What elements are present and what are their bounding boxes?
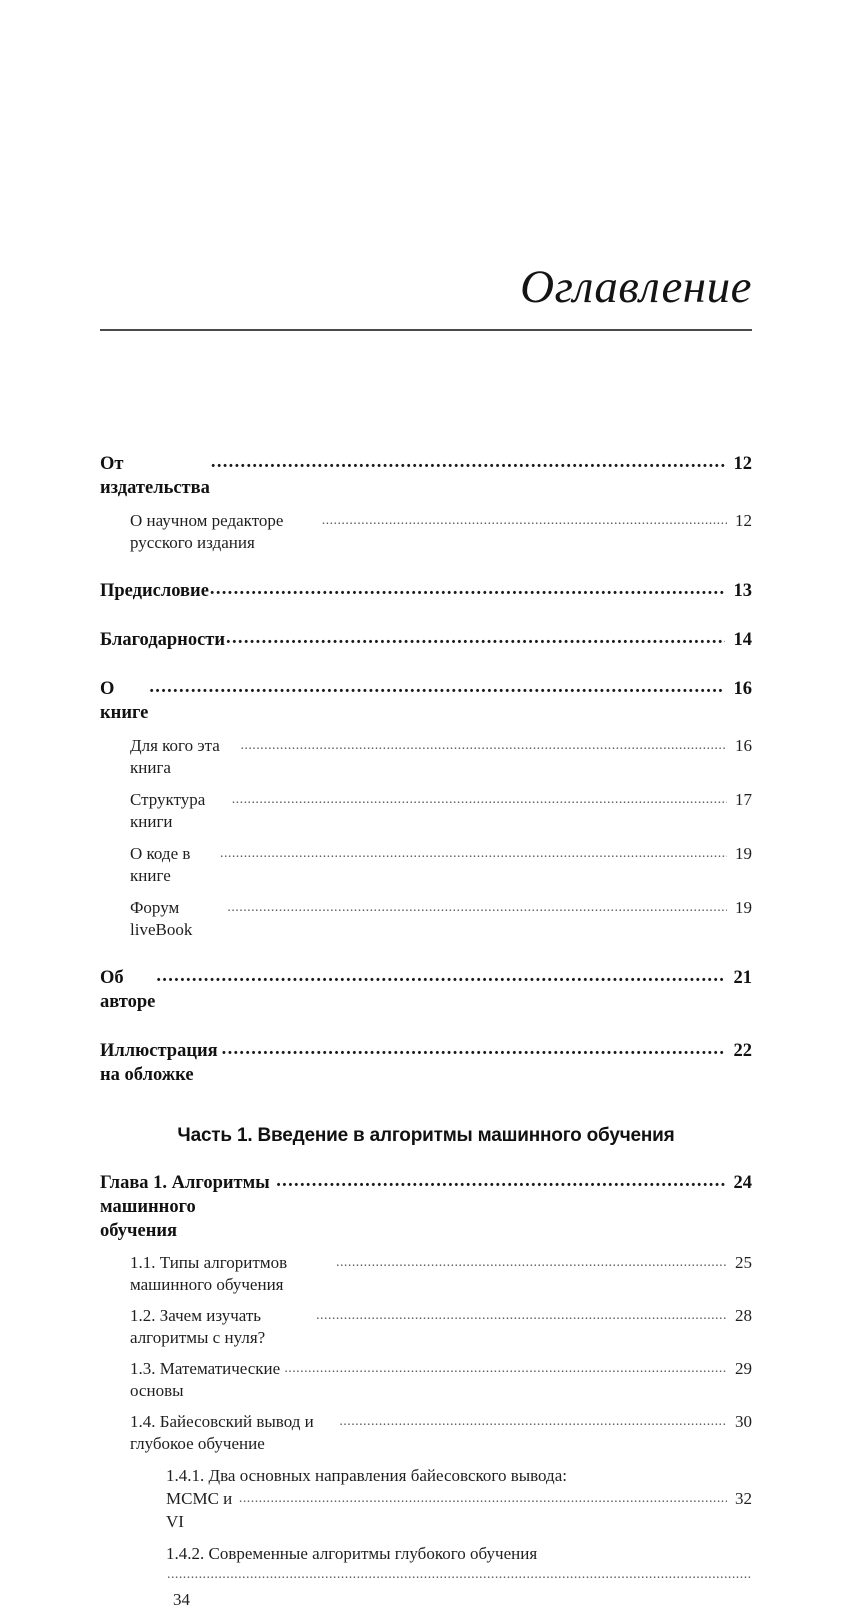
toc-entry-chapter-6[interactable] bbox=[166, 1542, 752, 1611]
toc-entry-page: 30 bbox=[735, 1412, 752, 1431]
toc-entry-page: 22 bbox=[733, 1041, 752, 1061]
dot-leader bbox=[210, 577, 725, 601]
toc-entry-label: 1.4.2. Современные алгоритмы глубокого обучения bbox=[166, 1544, 538, 1563]
toc-entry-label: 1.4. Байесовский вывод и глубокое обучение bbox=[130, 1412, 318, 1453]
dot-leader bbox=[226, 626, 725, 650]
toc-entry-front-4[interactable] bbox=[100, 677, 752, 725]
toc-entry-page: 25 bbox=[735, 1253, 752, 1272]
toc-entry-page: 12 bbox=[735, 511, 752, 530]
toc-entry-page: 32 bbox=[735, 1489, 752, 1508]
dot-leader bbox=[322, 510, 727, 532]
toc-entry-label-line1: 1.4.1. Два основных направления байесовского вывода: bbox=[166, 1466, 567, 1485]
page-title: Оглавление bbox=[520, 261, 752, 313]
toc-entry-chapter-4[interactable] bbox=[130, 1411, 752, 1455]
table-of-contents bbox=[100, 452, 752, 1611]
toc-entry-label: От издательства bbox=[100, 454, 210, 498]
dot-leader bbox=[227, 897, 727, 919]
toc-entry-label: Об авторе bbox=[100, 968, 156, 1012]
toc-entry-front-2[interactable] bbox=[100, 579, 752, 603]
toc-entry-front-6[interactable] bbox=[130, 789, 752, 833]
toc-entry-label: О коде в книге bbox=[130, 844, 195, 885]
toc-entry-label: 1.2. Зачем изучать алгоритмы с нуля? bbox=[130, 1306, 266, 1347]
dot-leader bbox=[316, 1305, 727, 1327]
toc-entry-page: 16 bbox=[733, 679, 752, 699]
toc-entry-label: О научном редакторе русского издания bbox=[130, 511, 288, 552]
toc-entry-label: Предисловие bbox=[100, 581, 209, 601]
toc-entry-label: Форум liveBook bbox=[130, 898, 193, 939]
toc-entry-front-9[interactable] bbox=[100, 966, 752, 1014]
title-block bbox=[100, 258, 752, 331]
toc-entry-label: Структура книги bbox=[130, 790, 210, 831]
dot-leader bbox=[222, 1037, 725, 1061]
toc-entry-page: 21 bbox=[733, 968, 752, 988]
toc-entry-chapter-2[interactable] bbox=[130, 1305, 752, 1349]
toc-entry-page: 16 bbox=[735, 736, 752, 755]
dot-leader bbox=[339, 1411, 727, 1433]
toc-entry-front-10[interactable] bbox=[100, 1039, 752, 1087]
toc-entry-second-row bbox=[166, 1487, 752, 1533]
toc-entry-front-5[interactable] bbox=[130, 735, 752, 779]
title-divider bbox=[100, 329, 752, 331]
toc-entry-page: 14 bbox=[733, 630, 752, 650]
dot-leader bbox=[149, 675, 725, 699]
toc-entry-front-1[interactable] bbox=[130, 510, 752, 554]
toc-entry-chapter-5[interactable] bbox=[166, 1464, 752, 1533]
toc-entry-front-7[interactable] bbox=[130, 843, 752, 887]
dot-leader bbox=[276, 1169, 725, 1193]
toc-entry-label: 1.1. Типы алгоритмов машинного обучения bbox=[130, 1253, 292, 1294]
toc-entry-chapter-3[interactable] bbox=[130, 1358, 752, 1402]
toc-entry-front-0[interactable] bbox=[100, 452, 752, 500]
dot-leader bbox=[167, 1563, 751, 1586]
toc-entry-page: 12 bbox=[733, 454, 752, 474]
toc-entry-page: 28 bbox=[735, 1306, 752, 1325]
toc-entry-front-8[interactable] bbox=[130, 897, 752, 941]
toc-entry-label-line2: MCMC и VI bbox=[166, 1489, 237, 1531]
dot-leader bbox=[239, 1487, 727, 1510]
dot-leader bbox=[211, 450, 725, 474]
toc-entry-page: 24 bbox=[733, 1173, 752, 1193]
dot-leader bbox=[284, 1358, 727, 1380]
toc-entry-chapter-1[interactable] bbox=[130, 1252, 752, 1296]
toc-entry-page: 19 bbox=[735, 844, 752, 863]
toc-entry-label: Глава 1. Алгоритмы машинного обучения bbox=[100, 1173, 275, 1241]
toc-entry-label: Для кого эта книга bbox=[130, 736, 225, 777]
toc-entry-page: 13 bbox=[733, 581, 752, 601]
toc-entry-label: 1.3. Математические основы bbox=[130, 1359, 285, 1400]
dot-leader bbox=[240, 735, 727, 757]
dot-leader bbox=[232, 789, 727, 811]
toc-entry-front-3[interactable] bbox=[100, 628, 752, 652]
toc-entry-page: 17 bbox=[735, 790, 752, 809]
toc-entry-page: 19 bbox=[735, 898, 752, 917]
toc-entry-page: 29 bbox=[735, 1359, 752, 1378]
toc-entry-label: Благодарности bbox=[100, 630, 226, 650]
dot-leader bbox=[336, 1252, 727, 1274]
part-heading: Часть 1. Введение в алгоритмы машинного обучения bbox=[177, 1125, 675, 1146]
dot-leader bbox=[220, 843, 727, 865]
toc-entry-label: О книге bbox=[100, 679, 149, 723]
toc-entry-label: Иллюстрация на обложке bbox=[100, 1041, 223, 1085]
toc-entry-chapter-0[interactable] bbox=[100, 1171, 752, 1243]
dot-leader bbox=[156, 964, 725, 988]
toc-entry-page: 34 bbox=[173, 1590, 190, 1609]
